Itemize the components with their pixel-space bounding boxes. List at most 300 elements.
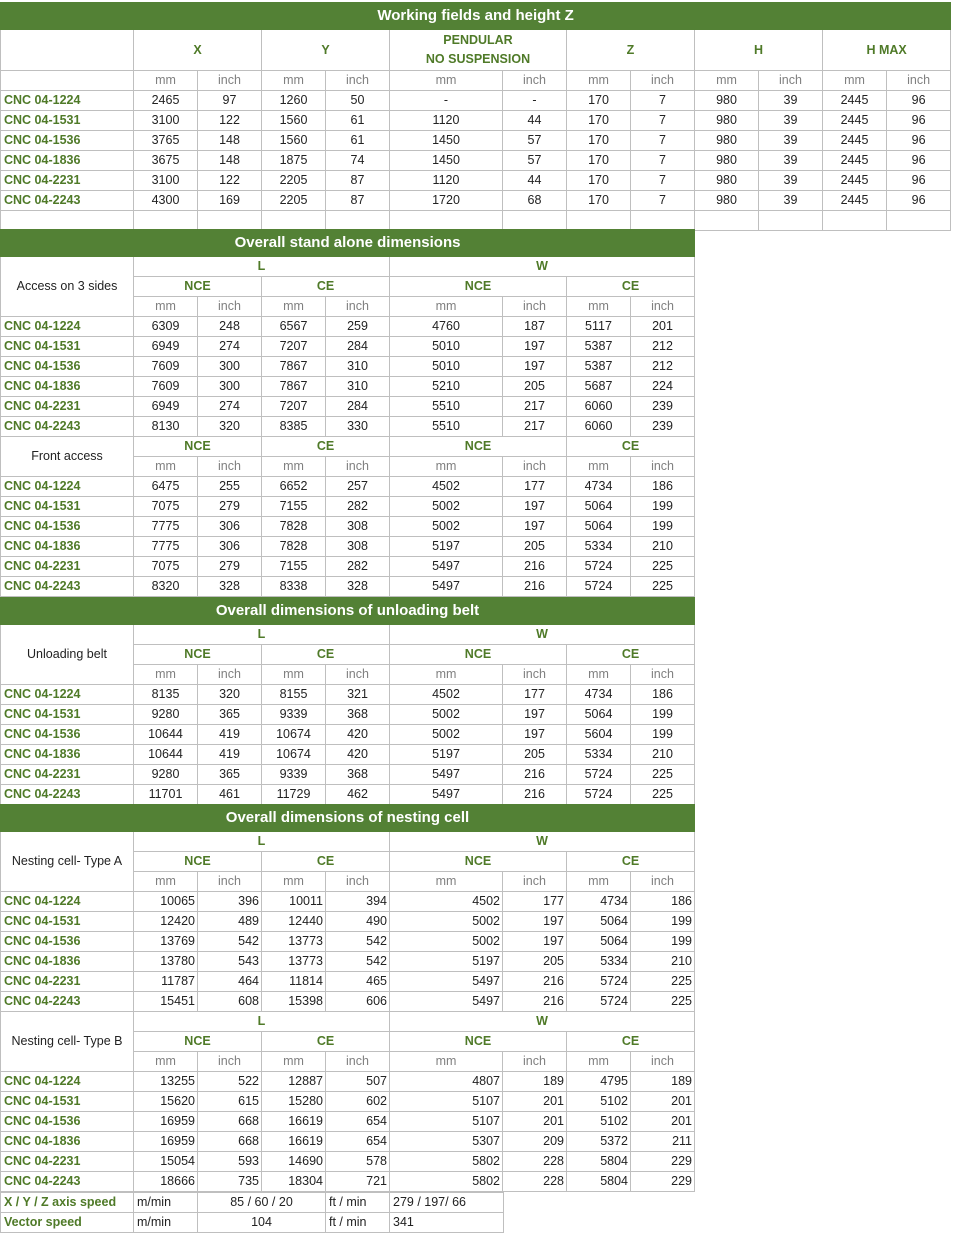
value-cell: 3765 <box>134 131 198 151</box>
value-cell: 199 <box>631 932 695 952</box>
value-cell: - <box>390 91 503 111</box>
value-cell: 5724 <box>567 765 631 785</box>
value-cell: 199 <box>631 497 695 517</box>
value-cell: 328 <box>326 577 390 597</box>
lw-header-row <box>1 1012 695 1032</box>
unit-label: inch <box>631 297 695 317</box>
value-cell: 13773 <box>262 932 326 952</box>
speed-row <box>1 1213 504 1233</box>
value-cell: 197 <box>503 517 567 537</box>
value-cell: 5497 <box>390 972 503 992</box>
value-cell: 201 <box>631 1112 695 1132</box>
value-cell: 5802 <box>390 1172 503 1192</box>
value-cell: 210 <box>631 745 695 765</box>
value-cell: 10644 <box>134 725 198 745</box>
unit-label: mm <box>262 71 326 91</box>
model-name: CNC 04-1836 <box>1 952 134 972</box>
unit-label: inch <box>631 71 695 91</box>
nce-ce-header-row <box>1 437 695 457</box>
value-cell: 5497 <box>390 785 503 805</box>
ce-header: CE <box>567 437 695 457</box>
value-cell: 87 <box>326 171 390 191</box>
unit-label: inch <box>198 71 262 91</box>
value-cell: 7867 <box>262 357 326 377</box>
unit-label: mm <box>262 297 326 317</box>
unit-label: mm <box>695 71 759 91</box>
value-cell: 255 <box>198 477 262 497</box>
value-cell: 5002 <box>390 932 503 952</box>
width-header: W <box>390 832 695 852</box>
value-cell: 1450 <box>390 131 503 151</box>
model-name: CNC 04-1836 <box>1 1132 134 1152</box>
value-cell: 321 <box>326 685 390 705</box>
model-name: CNC 04-1836 <box>1 537 134 557</box>
value-cell: 320 <box>198 685 262 705</box>
value-cell: 15054 <box>134 1152 198 1172</box>
value-cell: 197 <box>503 337 567 357</box>
table-row <box>1 1092 695 1112</box>
value-cell: 5064 <box>567 517 631 537</box>
value-cell: 279 <box>198 497 262 517</box>
value-cell: 257 <box>326 477 390 497</box>
value-cell: 199 <box>631 912 695 932</box>
value-cell: 7828 <box>262 517 326 537</box>
unit-label: inch <box>631 457 695 477</box>
value-cell: 2445 <box>823 131 887 151</box>
nesting-section <box>0 804 695 1192</box>
value-cell: 16959 <box>134 1132 198 1152</box>
value-cell: 654 <box>326 1112 390 1132</box>
value-cell: 5497 <box>390 557 503 577</box>
value-cell: 197 <box>503 497 567 517</box>
value-cell: 96 <box>887 131 951 151</box>
value-cell: 980 <box>695 191 759 211</box>
value-cell: 7609 <box>134 377 198 397</box>
width-header: W <box>390 1012 695 1032</box>
value-cell: 5117 <box>567 317 631 337</box>
value-cell: 5687 <box>567 377 631 397</box>
value-cell: 68 <box>503 191 567 211</box>
nce-header: NCE <box>390 645 567 665</box>
value-cell: 170 <box>567 171 631 191</box>
value-cell: 3675 <box>134 151 198 171</box>
table-row <box>1 417 695 437</box>
unit-label: mm <box>390 1052 503 1072</box>
value-cell: 197 <box>503 705 567 725</box>
value-cell: 5102 <box>567 1092 631 1112</box>
value-cell: 7 <box>631 91 695 111</box>
working-fields-section <box>0 2 951 231</box>
value-cell: 1720 <box>390 191 503 211</box>
value-cell: 239 <box>631 417 695 437</box>
value-cell: 306 <box>198 537 262 557</box>
standalone-title: Overall stand alone dimensions <box>1 230 695 257</box>
value-cell: 2205 <box>262 191 326 211</box>
value-cell: 980 <box>695 111 759 131</box>
block-label: Access on 3 sides <box>1 257 134 317</box>
value-cell: 461 <box>198 785 262 805</box>
length-header: L <box>134 832 390 852</box>
value-cell: 5064 <box>567 497 631 517</box>
col-header-x: X <box>134 30 262 71</box>
value-cell: 5107 <box>390 1112 503 1132</box>
value-cell: 14690 <box>262 1152 326 1172</box>
model-name: CNC 04-2243 <box>1 1172 134 1192</box>
block-label: Nesting cell- Type B <box>1 1012 134 1072</box>
unit-label: mm <box>262 665 326 685</box>
model-name: CNC 04-1536 <box>1 1112 134 1132</box>
nce-header: NCE <box>390 1032 567 1052</box>
value-cell: 5372 <box>567 1132 631 1152</box>
unit-label: inch <box>326 71 390 91</box>
value-cell: 6567 <box>262 317 326 337</box>
value-cell: 394 <box>326 892 390 912</box>
nce-header: NCE <box>390 277 567 297</box>
value-cell: 4502 <box>390 685 503 705</box>
no-suspension-label: NO SUSPENSION <box>425 52 531 66</box>
value-cell: 8135 <box>134 685 198 705</box>
unit-label: mm <box>390 872 503 892</box>
speed-value-metric: 85 / 60 / 20 <box>198 1193 326 1213</box>
value-cell: 5387 <box>567 337 631 357</box>
ce-header: CE <box>567 277 695 297</box>
unit-label: inch <box>326 665 390 685</box>
ce-header: CE <box>262 852 390 872</box>
model-name: CNC 04-1531 <box>1 1092 134 1112</box>
unit-label: inch <box>503 297 567 317</box>
col-header-h: H <box>695 30 823 71</box>
value-cell: 7775 <box>134 537 198 557</box>
value-cell: 5497 <box>390 765 503 785</box>
speed-value-imperial: 341 <box>390 1213 504 1233</box>
value-cell: 542 <box>198 932 262 952</box>
value-cell: 13780 <box>134 952 198 972</box>
ce-header: CE <box>262 437 390 457</box>
model-name: CNC 04-1224 <box>1 1072 134 1092</box>
value-cell: 542 <box>326 952 390 972</box>
model-name: CNC 04-1531 <box>1 912 134 932</box>
value-cell: 284 <box>326 397 390 417</box>
block-label: Unloading belt <box>1 625 134 685</box>
width-header: W <box>390 257 695 277</box>
value-cell: - <box>503 91 567 111</box>
unit-label: mm <box>823 71 887 91</box>
value-cell: 543 <box>198 952 262 972</box>
value-cell: 74 <box>326 151 390 171</box>
value-cell: 7 <box>631 151 695 171</box>
value-cell: 1560 <box>262 131 326 151</box>
value-cell: 212 <box>631 337 695 357</box>
value-cell: 5334 <box>567 537 631 557</box>
value-cell: 186 <box>631 477 695 497</box>
block-label: Nesting cell- Type A <box>1 832 134 892</box>
value-cell: 5002 <box>390 912 503 932</box>
value-cell: 330 <box>326 417 390 437</box>
unit-label: inch <box>326 457 390 477</box>
value-cell: 980 <box>695 131 759 151</box>
value-cell: 96 <box>887 91 951 111</box>
model-name: CNC 04-2243 <box>1 577 134 597</box>
table-row <box>1 912 695 932</box>
table-row <box>1 952 695 972</box>
value-cell: 5002 <box>390 497 503 517</box>
value-cell: 8155 <box>262 685 326 705</box>
value-cell: 7609 <box>134 357 198 377</box>
table-row <box>1 972 695 992</box>
value-cell: 4760 <box>390 317 503 337</box>
table-row <box>1 497 695 517</box>
value-cell: 9280 <box>134 705 198 725</box>
value-cell: 462 <box>326 785 390 805</box>
nce-header: NCE <box>134 645 262 665</box>
value-cell: 148 <box>198 131 262 151</box>
value-cell: 6060 <box>567 417 631 437</box>
value-cell: 189 <box>631 1072 695 1092</box>
table-row <box>1 517 695 537</box>
table-row <box>1 932 695 952</box>
value-cell: 5197 <box>390 745 503 765</box>
nce-header: NCE <box>134 437 262 457</box>
value-cell: 197 <box>503 725 567 745</box>
value-cell: 50 <box>326 91 390 111</box>
model-name: CNC 04-1531 <box>1 497 134 517</box>
value-cell: 5724 <box>567 785 631 805</box>
model-name: CNC 04-2243 <box>1 785 134 805</box>
model-name: CNC 04-1536 <box>1 725 134 745</box>
col-header-y: Y <box>262 30 390 71</box>
value-cell: 225 <box>631 765 695 785</box>
value-cell: 368 <box>326 765 390 785</box>
value-cell: 11701 <box>134 785 198 805</box>
nce-header: NCE <box>390 437 567 457</box>
unit-label: mm <box>134 872 198 892</box>
table-row <box>1 1152 695 1172</box>
value-cell: 228 <box>503 1172 567 1192</box>
value-cell: 225 <box>631 785 695 805</box>
value-cell: 8385 <box>262 417 326 437</box>
table-row <box>1 151 951 171</box>
unit-label: mm <box>390 457 503 477</box>
value-cell: 170 <box>567 131 631 151</box>
value-cell: 217 <box>503 397 567 417</box>
value-cell: 5334 <box>567 745 631 765</box>
value-cell: 6949 <box>134 397 198 417</box>
model-name: CNC 04-1224 <box>1 477 134 497</box>
value-cell: 606 <box>326 992 390 1012</box>
value-cell: 300 <box>198 357 262 377</box>
belt-section <box>0 597 695 805</box>
unit-label: inch <box>503 872 567 892</box>
unit-label: inch <box>503 665 567 685</box>
value-cell: 205 <box>503 745 567 765</box>
value-cell: 7867 <box>262 377 326 397</box>
ce-header: CE <box>567 1032 695 1052</box>
value-cell: 169 <box>198 191 262 211</box>
value-cell: 6652 <box>262 477 326 497</box>
value-cell: 721 <box>326 1172 390 1192</box>
value-cell: 15451 <box>134 992 198 1012</box>
standalone-section <box>0 229 695 597</box>
value-cell: 12440 <box>262 912 326 932</box>
value-cell: 7075 <box>134 497 198 517</box>
value-cell: 7155 <box>262 557 326 577</box>
value-cell: 4807 <box>390 1072 503 1092</box>
value-cell: 308 <box>326 537 390 557</box>
table-row <box>1 1112 695 1132</box>
model-name: CNC 04-1536 <box>1 357 134 377</box>
value-cell: 13769 <box>134 932 198 952</box>
value-cell: 5604 <box>567 725 631 745</box>
value-cell: 44 <box>503 171 567 191</box>
value-cell: 4502 <box>390 477 503 497</box>
speed-unit-metric: m/min <box>134 1213 198 1233</box>
model-name: CNC 04-2231 <box>1 972 134 992</box>
unit-label: inch <box>326 1052 390 1072</box>
value-cell: 96 <box>887 151 951 171</box>
value-cell: 225 <box>631 557 695 577</box>
model-name: CNC 04-2231 <box>1 1152 134 1172</box>
value-cell: 15280 <box>262 1092 326 1112</box>
unit-label: inch <box>198 297 262 317</box>
value-cell: 1120 <box>390 111 503 131</box>
unit-label: inch <box>631 872 695 892</box>
col-header-z: Z <box>567 30 695 71</box>
nce-header: NCE <box>134 277 262 297</box>
value-cell: 259 <box>326 317 390 337</box>
value-cell: 368 <box>326 705 390 725</box>
value-cell: 735 <box>198 1172 262 1192</box>
nce-header: NCE <box>390 852 567 872</box>
value-cell: 18666 <box>134 1172 198 1192</box>
value-cell: 6309 <box>134 317 198 337</box>
table-row <box>1 91 951 111</box>
speed-label: X / Y / Z axis speed <box>1 1193 134 1213</box>
unit-label: inch <box>326 297 390 317</box>
table-row <box>1 191 951 211</box>
value-cell: 320 <box>198 417 262 437</box>
value-cell: 2205 <box>262 171 326 191</box>
value-cell: 3100 <box>134 111 198 131</box>
unit-label: inch <box>198 872 262 892</box>
nesting-title: Overall dimensions of nesting cell <box>1 805 695 832</box>
value-cell: 5002 <box>390 705 503 725</box>
model-name: CNC 04-1536 <box>1 932 134 952</box>
unit-label: mm <box>134 297 198 317</box>
unit-label: mm <box>262 457 326 477</box>
value-cell: 12887 <box>262 1072 326 1092</box>
value-cell: 199 <box>631 705 695 725</box>
value-cell: 282 <box>326 557 390 577</box>
value-cell: 980 <box>695 171 759 191</box>
value-cell: 197 <box>503 932 567 952</box>
table-row <box>1 111 951 131</box>
value-cell: 122 <box>198 171 262 191</box>
unit-label: mm <box>134 665 198 685</box>
table-row <box>1 725 695 745</box>
model-name: CNC 04-2231 <box>1 765 134 785</box>
value-cell: 18304 <box>262 1172 326 1192</box>
value-cell: 97 <box>198 91 262 111</box>
value-cell: 5724 <box>567 972 631 992</box>
value-cell: 593 <box>198 1152 262 1172</box>
value-cell: 282 <box>326 497 390 517</box>
value-cell: 248 <box>198 317 262 337</box>
value-cell: 5804 <box>567 1172 631 1192</box>
value-cell: 216 <box>503 785 567 805</box>
value-cell: 9339 <box>262 765 326 785</box>
value-cell: 61 <box>326 111 390 131</box>
value-cell: 189 <box>503 1072 567 1092</box>
value-cell: 602 <box>326 1092 390 1112</box>
ce-header: CE <box>262 277 390 297</box>
value-cell: 205 <box>503 537 567 557</box>
unit-label: inch <box>759 71 823 91</box>
value-cell: 210 <box>631 537 695 557</box>
value-cell: 3100 <box>134 171 198 191</box>
value-cell: 4734 <box>567 685 631 705</box>
value-cell: 210 <box>631 952 695 972</box>
ce-header: CE <box>262 645 390 665</box>
value-cell: 39 <box>759 111 823 131</box>
value-cell: 308 <box>326 517 390 537</box>
table-row <box>1 171 951 191</box>
value-cell: 224 <box>631 377 695 397</box>
value-cell: 7155 <box>262 497 326 517</box>
value-cell: 177 <box>503 685 567 705</box>
value-cell: 5064 <box>567 912 631 932</box>
pendular-label: PENDULAR <box>443 33 513 47</box>
model-name: CNC 04-1536 <box>1 131 134 151</box>
value-cell: 177 <box>503 892 567 912</box>
table-row <box>1 377 695 397</box>
value-cell: 199 <box>631 725 695 745</box>
value-cell: 225 <box>631 577 695 597</box>
value-cell: 5197 <box>390 537 503 557</box>
working-fields-title: Working fields and height Z <box>1 3 951 30</box>
value-cell: 96 <box>887 191 951 211</box>
speed-unit-metric: m/min <box>134 1193 198 1213</box>
value-cell: 9280 <box>134 765 198 785</box>
value-cell: 420 <box>326 745 390 765</box>
lw-header-row <box>1 832 695 852</box>
value-cell: 1450 <box>390 151 503 171</box>
table-row <box>1 557 695 577</box>
table-row <box>1 537 695 557</box>
value-cell: 201 <box>631 1092 695 1112</box>
value-cell: 5064 <box>567 932 631 952</box>
value-cell: 39 <box>759 91 823 111</box>
value-cell: 5064 <box>567 705 631 725</box>
unit-label: mm <box>390 665 503 685</box>
value-cell: 187 <box>503 317 567 337</box>
value-cell: 216 <box>503 992 567 1012</box>
table-row <box>1 785 695 805</box>
value-cell: 310 <box>326 357 390 377</box>
value-cell: 4734 <box>567 892 631 912</box>
value-cell: 186 <box>631 685 695 705</box>
value-cell: 507 <box>326 1072 390 1092</box>
model-name: CNC 04-2231 <box>1 397 134 417</box>
value-cell: 5497 <box>390 992 503 1012</box>
value-cell: 5010 <box>390 337 503 357</box>
value-cell: 668 <box>198 1112 262 1132</box>
unit-label: inch <box>198 457 262 477</box>
model-name: CNC 04-1836 <box>1 151 134 171</box>
value-cell: 7075 <box>134 557 198 577</box>
value-cell: 7207 <box>262 397 326 417</box>
value-cell: 6475 <box>134 477 198 497</box>
value-cell: 1260 <box>262 91 326 111</box>
